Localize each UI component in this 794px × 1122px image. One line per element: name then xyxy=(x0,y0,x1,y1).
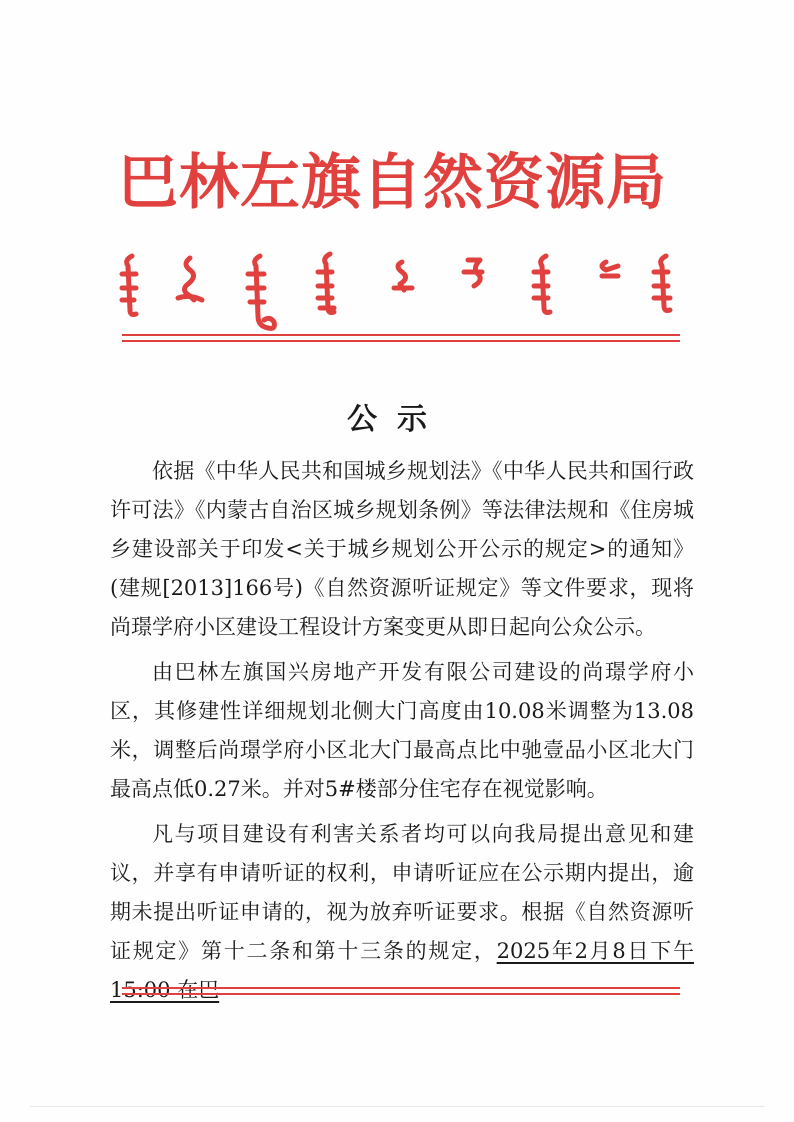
notice-body xyxy=(110,452,694,1016)
hearing-rights-text: 凡与项目建设有利害关系者均可以向我局提出意见和建议，并享有申请听证的权利，申请听证应在公示期内提出，逾期未提出听证申请的，视为放弃听证要求。根据《自然资源听证规定》第十二条和第十三条的规定， xyxy=(110,822,694,963)
agency-name-heading: 巴林左旗自然资源局 xyxy=(118,148,667,218)
hearing-date-underlined: 2025年2月8日下午15:00 在巴 xyxy=(110,939,695,1002)
mongolian-script-logo xyxy=(118,248,688,338)
page-edge-divider xyxy=(30,1106,764,1107)
notice-title: 公示 xyxy=(347,402,447,437)
paragraph-hearing-rights xyxy=(110,815,694,1010)
paragraph-legal-basis: 依据《中华人民共和国城乡规划法》《中华人民共和国行政许可法》《内蒙古自治区城乡规划条例》等法律法规和《住房城乡建设部关于印发<关于城乡规划公开公示的规定>的通知》(建规[2013]166号)《自然资源听证规定》等文件要求，现将尚璟学府小区建设工程设计方案变更从即日起向公众公示。 xyxy=(110,459,694,639)
paragraph-project-change: 由巴林左旗国兴房地产开发有限公司建设的尚璟学府小区，其修建性详细规划北侧大门高度由10.08米调整为13.08米，调整后尚璟学府小区北大门最高点比中驰壹品小区北大门最高点低0.27米。并对5#楼部分住宅存在视觉影响。 xyxy=(110,660,694,801)
letterhead-bottom-rule xyxy=(122,987,680,995)
letterhead-top-rule xyxy=(122,334,680,342)
